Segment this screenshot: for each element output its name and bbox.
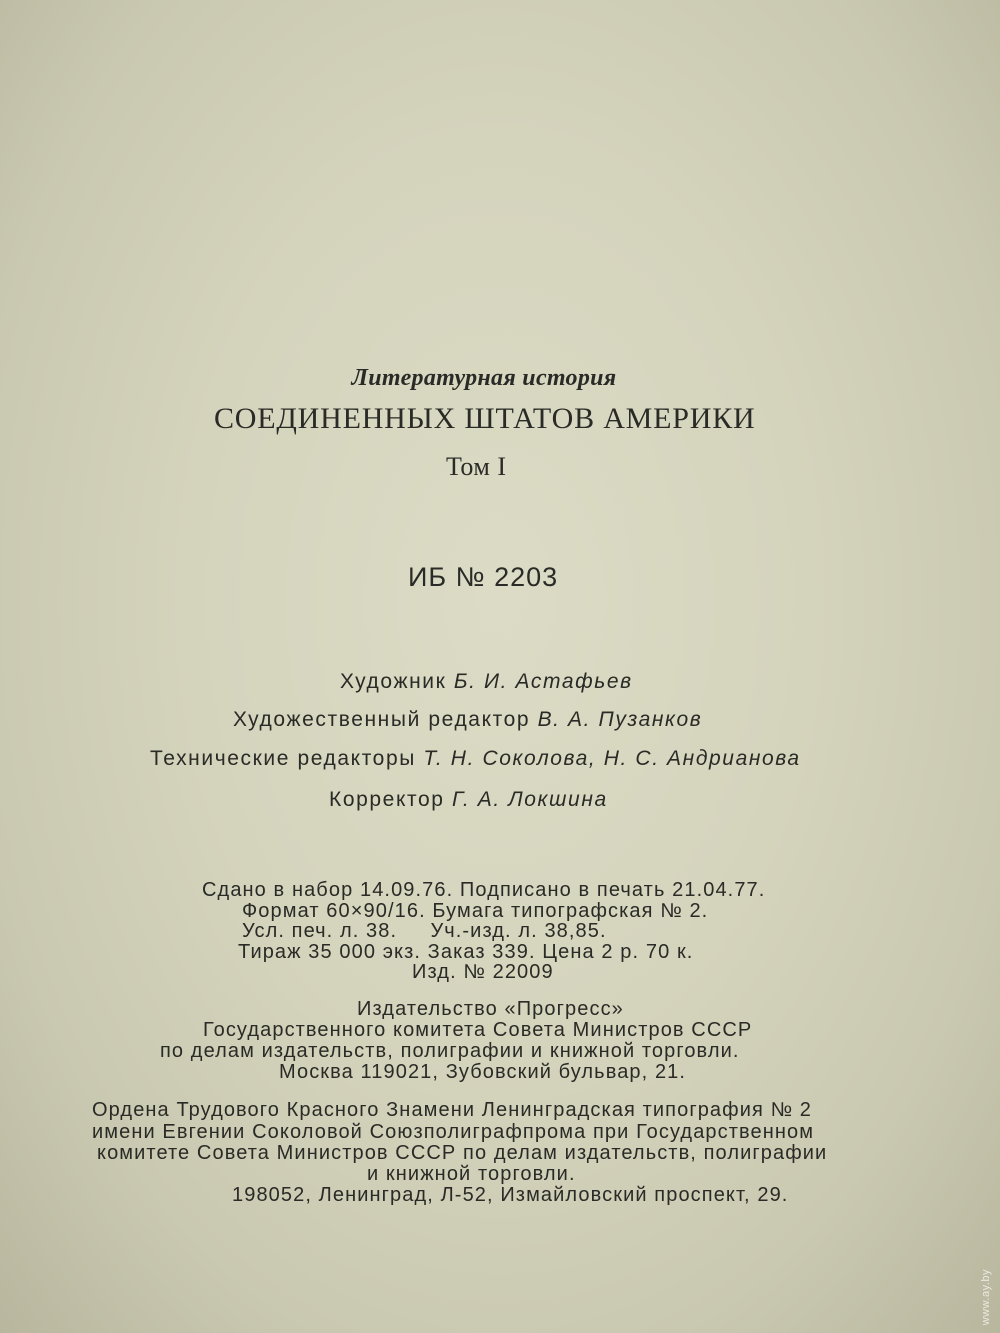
printer-line: комитете Совета Министров СССР по делам издательств, полиграфии [97, 1142, 828, 1164]
credit-proofreader [329, 789, 608, 810]
imprint-line: Тираж 35 000 экз. Заказ 339. Цена 2 р. 70 к. [238, 941, 694, 963]
imprint-line: Усл. печ. л. 38. Уч.-изд. л. 38,85. [242, 920, 607, 942]
printer-line: 198052, Ленинград, Л-52, Измайловский проспект, 29. [232, 1184, 789, 1206]
printer-line: и книжной торговли. [367, 1163, 576, 1185]
site-watermark: www.ay.by [980, 1268, 992, 1325]
imprint-line: Сдано в набор 14.09.76. Подписано в печать 21.04.77. [202, 879, 766, 901]
ib-number: ИБ № 2203 [408, 562, 559, 592]
credit-person: Г. А. Локшина [451, 788, 608, 811]
credit-artist [340, 671, 633, 692]
printer-line: Ордена Трудового Красного Знамени Ленинградская типография № 2 [92, 1099, 813, 1121]
volume-label: Том I [446, 452, 507, 481]
credit-person: Т. Н. Соколова, Н. С. Андрианова [423, 747, 801, 770]
credit-role: Корректор [329, 788, 445, 811]
publisher-line: Москва 119021, Зубовский бульвар, 21. [279, 1061, 687, 1083]
credit-role: Художественный редактор [233, 708, 531, 731]
credit-person: Б. И. Астафьев [453, 670, 633, 693]
credit-person: В. А. Пузанков [537, 708, 703, 731]
credit-role: Технические редакторы [150, 747, 416, 770]
printer-line: имени Евгении Соколовой Союзполиграфпрома при Государственном [92, 1121, 815, 1143]
imprint-line: Изд. № 22009 [412, 961, 554, 983]
publisher-line: Государственного комитета Совета Министров СССР [203, 1019, 753, 1041]
main-title: СОЕДИНЕННЫХ ШТАТОВ АМЕРИКИ [214, 402, 756, 435]
series-title: Литературная история [351, 365, 617, 391]
publisher-line: по делам издательств, полиграфии и книжной торговли. [160, 1040, 740, 1062]
credit-role: Художник [340, 670, 447, 693]
publisher-line: Издательство «Прогресс» [357, 998, 624, 1020]
credit-tech-editors [150, 748, 801, 769]
imprint-line: Формат 60×90/16. Бумага типографская № 2. [242, 900, 709, 922]
credit-art-editor [233, 709, 702, 730]
